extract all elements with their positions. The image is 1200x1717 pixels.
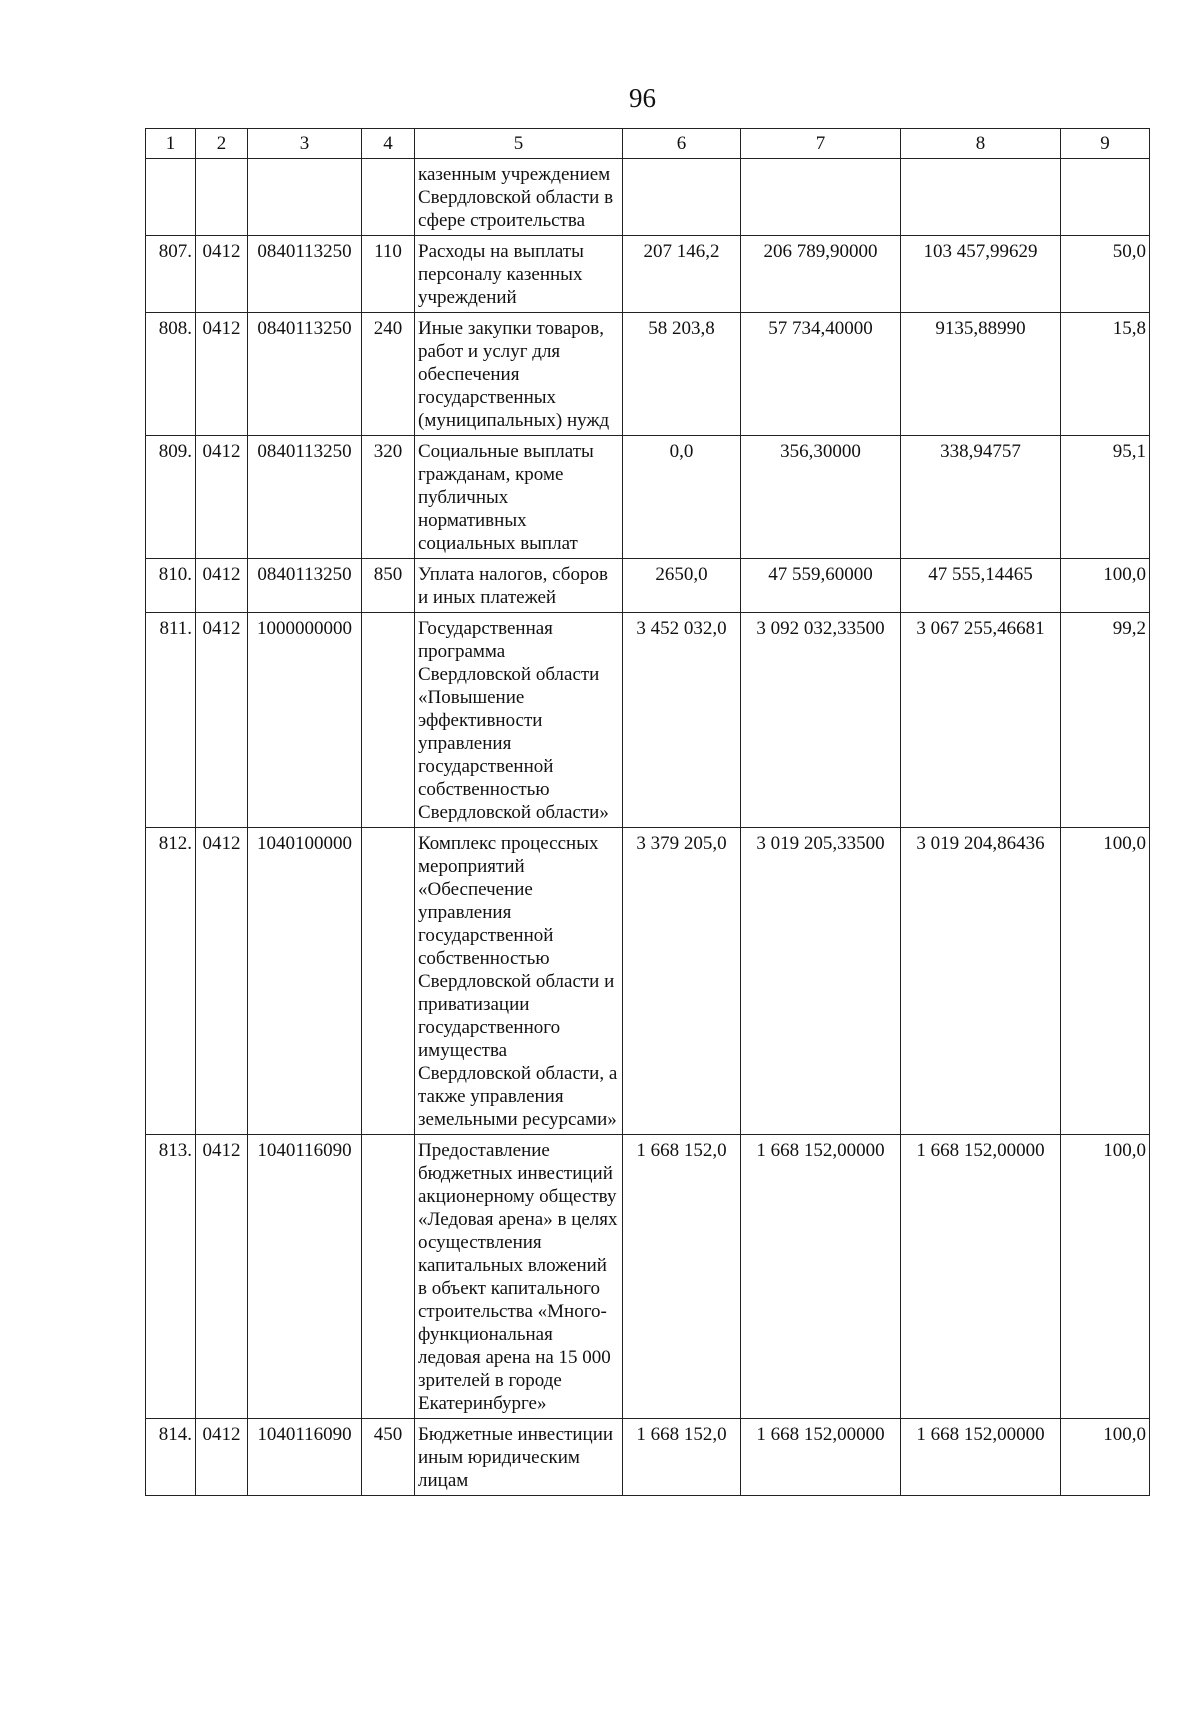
cell-empty	[248, 159, 362, 236]
cell-expense-type: 110	[362, 236, 415, 313]
cell-section: 0412	[196, 313, 248, 436]
cell-percent: 100,0	[1061, 1135, 1150, 1419]
cell-refined-amount: 206 789,90000	[741, 236, 901, 313]
cell-row-number: 812.	[146, 828, 196, 1135]
cell-refined-amount: 47 559,60000	[741, 559, 901, 613]
cell-empty	[1061, 159, 1150, 236]
cell-description: Социальные выплаты гражданам, кроме публичных нормативных социальных выплат	[415, 436, 623, 559]
cell-executed-amount: 103 457,99629	[901, 236, 1061, 313]
cell-executed-amount: 338,94757	[901, 436, 1061, 559]
cell-target-code: 1040100000	[248, 828, 362, 1135]
page-number: 96	[629, 83, 656, 113]
cell-description: Бюджетные инвестиции иным юридическим лицам	[415, 1419, 623, 1496]
cell-empty	[146, 159, 196, 236]
col-header-6: 6	[623, 129, 741, 159]
cell-approved-amount: 1 668 152,0	[623, 1135, 741, 1419]
cell-refined-amount: 3 092 032,33500	[741, 613, 901, 828]
cell-description: Уплата налогов, сборов и иных платежей	[415, 559, 623, 613]
col-header-1: 1	[146, 129, 196, 159]
cell-row-number: 814.	[146, 1419, 196, 1496]
table-row	[146, 313, 1150, 436]
cell-row-number: 810.	[146, 559, 196, 613]
cell-target-code: 1040116090	[248, 1419, 362, 1496]
cell-target-code: 0840113250	[248, 236, 362, 313]
cell-executed-amount: 3 019 204,86436	[901, 828, 1061, 1135]
table-row	[146, 1419, 1150, 1496]
cell-approved-amount: 1 668 152,0	[623, 1419, 741, 1496]
cell-approved-amount: 3 379 205,0	[623, 828, 741, 1135]
cell-expense-type: 320	[362, 436, 415, 559]
cell-description: Предоставление бюджетных инвестиций акционерному обществу «Ледовая арена» в целях осуществления капитальных вложений в объект капитального строительства «Много-функциональная ледовая арена на 15 000 зрителей в городе Екатеринбурге»	[415, 1135, 623, 1419]
cell-empty	[196, 159, 248, 236]
cell-approved-amount: 3 452 032,0	[623, 613, 741, 828]
cell-row-number: 807.	[146, 236, 196, 313]
cell-expense-type: 850	[362, 559, 415, 613]
budget-table	[145, 128, 1150, 1496]
cell-percent: 100,0	[1061, 559, 1150, 613]
cell-empty	[623, 159, 741, 236]
cell-row-number: 813.	[146, 1135, 196, 1419]
table-row	[146, 828, 1150, 1135]
cell-expense-type	[362, 613, 415, 828]
cell-refined-amount: 57 734,40000	[741, 313, 901, 436]
cell-section: 0412	[196, 559, 248, 613]
cell-approved-amount: 0,0	[623, 436, 741, 559]
col-header-3: 3	[248, 129, 362, 159]
table-row	[146, 559, 1150, 613]
cell-executed-amount: 1 668 152,00000	[901, 1419, 1061, 1496]
cell-description: Государственная программа Свердловской области «Повышение эффективности управления государственной собственностью Свердловской области»	[415, 613, 623, 828]
cell-refined-amount: 1 668 152,00000	[741, 1419, 901, 1496]
col-header-8: 8	[901, 129, 1061, 159]
cell-target-code: 0840113250	[248, 559, 362, 613]
table-row	[146, 613, 1150, 828]
cell-section: 0412	[196, 613, 248, 828]
cell-expense-type: 450	[362, 1419, 415, 1496]
cell-expense-type	[362, 1135, 415, 1419]
continuation-row	[146, 159, 1150, 236]
cell-executed-amount: 3 067 255,46681	[901, 613, 1061, 828]
cell-section: 0412	[196, 828, 248, 1135]
cell-description: Иные закупки товаров, работ и услуг для обеспечения государственных (муниципальных) нужд	[415, 313, 623, 436]
col-header-9: 9	[1061, 129, 1150, 159]
cell-percent: 95,1	[1061, 436, 1150, 559]
col-header-5: 5	[415, 129, 623, 159]
cell-description: казенным учреждением Свердловской области в сфере строительства	[415, 159, 623, 236]
cell-percent: 100,0	[1061, 828, 1150, 1135]
cell-section: 0412	[196, 1135, 248, 1419]
header-row	[146, 129, 1150, 159]
cell-approved-amount: 2650,0	[623, 559, 741, 613]
cell-approved-amount: 58 203,8	[623, 313, 741, 436]
cell-row-number: 808.	[146, 313, 196, 436]
col-header-2: 2	[196, 129, 248, 159]
cell-target-code: 0840113250	[248, 313, 362, 436]
cell-executed-amount: 47 555,14465	[901, 559, 1061, 613]
cell-percent: 50,0	[1061, 236, 1150, 313]
cell-section: 0412	[196, 236, 248, 313]
cell-percent: 99,2	[1061, 613, 1150, 828]
cell-executed-amount: 9135,88990	[901, 313, 1061, 436]
cell-target-code: 1000000000	[248, 613, 362, 828]
cell-executed-amount: 1 668 152,00000	[901, 1135, 1061, 1419]
cell-expense-type	[362, 828, 415, 1135]
cell-percent: 15,8	[1061, 313, 1150, 436]
cell-description: Расходы на выплаты персоналу казенных учреждений	[415, 236, 623, 313]
cell-row-number: 809.	[146, 436, 196, 559]
cell-section: 0412	[196, 1419, 248, 1496]
cell-refined-amount: 3 019 205,33500	[741, 828, 901, 1135]
cell-empty	[901, 159, 1061, 236]
cell-empty	[741, 159, 901, 236]
cell-refined-amount: 356,30000	[741, 436, 901, 559]
cell-row-number: 811.	[146, 613, 196, 828]
cell-refined-amount: 1 668 152,00000	[741, 1135, 901, 1419]
cell-description: Комплекс процессных мероприятий «Обеспечение управления государственной собственностью Свердловской области и приватизации государственного имущества Свердловской области, а также управления земельными ресурсами»	[415, 828, 623, 1135]
cell-approved-amount: 207 146,2	[623, 236, 741, 313]
col-header-4: 4	[362, 129, 415, 159]
cell-section: 0412	[196, 436, 248, 559]
table-row	[146, 1135, 1150, 1419]
cell-target-code: 0840113250	[248, 436, 362, 559]
table-row	[146, 436, 1150, 559]
table-row	[146, 236, 1150, 313]
cell-empty	[362, 159, 415, 236]
cell-expense-type: 240	[362, 313, 415, 436]
cell-percent: 100,0	[1061, 1419, 1150, 1496]
col-header-7: 7	[741, 129, 901, 159]
cell-target-code: 1040116090	[248, 1135, 362, 1419]
